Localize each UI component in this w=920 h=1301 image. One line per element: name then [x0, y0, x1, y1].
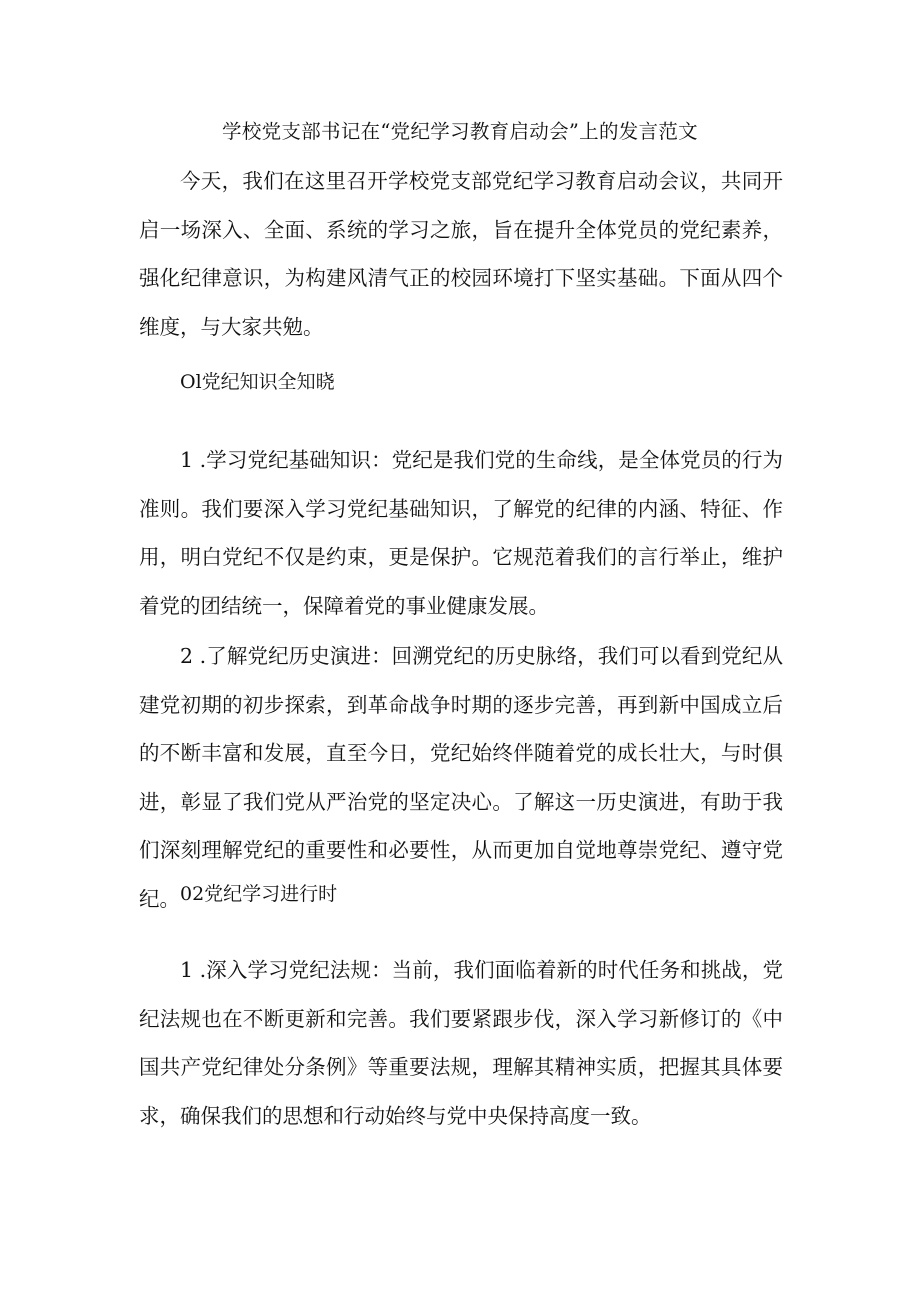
section2-paragraph-1: 1 .深入学习党纪法规：当前，我们面临着新的时代任务和挑战，党纪法规也在不断更新和完善。我们要紧跟步伐，深入学习新修订的《中国共产党纪律处分条例》等重要法规，理解其精神实质，把握其具体要求，确保我们的思想和行动始终与党中央保持高度一致。 — [139, 958, 783, 1128]
document-title: 学校党支部书记在“党纪学习教育启动会”上的发言范文 — [222, 120, 698, 143]
section-heading-1: Ol党纪知识全知晓 — [180, 371, 335, 393]
section-heading-2: 02党纪学习进行时 — [180, 883, 338, 905]
intro-paragraph: 今天，我们在这里召开学校党支部党纪学习教育启动会议，共同开启一场深入、全面、系统的学习之旅，旨在提升全体党员的党纪素养，强化纪律意识，为构建风清气正的校园环境打下坚实基础。下面从四个维度，与大家共勉。 — [139, 169, 783, 339]
section1-paragraph-2: 2 .了解党纪历史演进：回溯党纪的历史脉络，我们可以看到党纪从建党初期的初步探索，到革命战争时期的逐步完善，再到新中国成立后的不断丰富和发展，直至今日，党纪始终伴随着党的成长壮大，与时俱进，彰显了我们党从严治党的坚定决心。了解这一历史演进，有助于我们深刻理解党纪的重要性和必要性，从而更加自觉地尊崇党纪、遵守党纪。 — [139, 644, 783, 911]
section1-paragraph-1: 1 .学习党纪基础知识：党纪是我们党的生命线，是全体党员的行为准则。我们要深入学习党纪基础知识，了解党的纪律的内涵、特征、作用，明白党纪不仅是约束，更是保护。它规范着我们的言行举止，维护着党的团结统一，保障着党的事业健康发展。 — [139, 448, 783, 618]
